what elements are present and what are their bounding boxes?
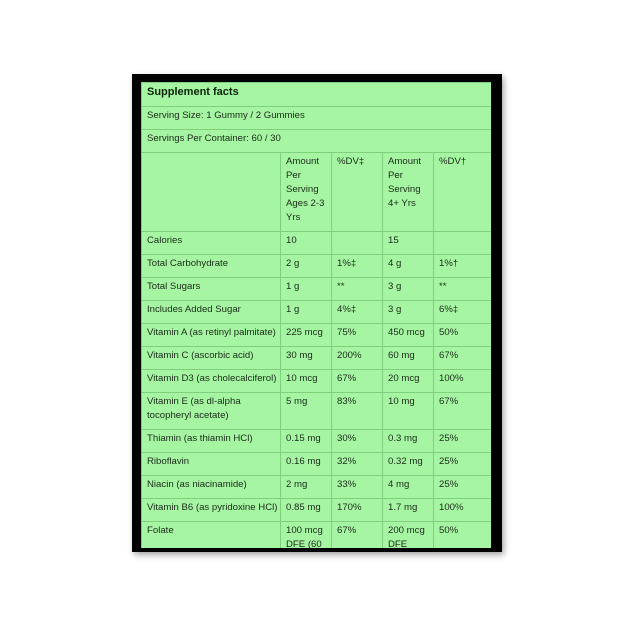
amount-4-plus: 3 g xyxy=(383,278,434,301)
facts-title: Supplement facts xyxy=(142,83,492,107)
header-amount-ages-2-3: Amount Per Serving Ages 2-3 Yrs xyxy=(281,153,332,232)
dv-ages-2-3: 1%‡ xyxy=(332,255,383,278)
dv-4-plus: 25% xyxy=(434,453,492,476)
amount-4-plus: 4 mg xyxy=(383,476,434,499)
dv-ages-2-3: 75% xyxy=(332,324,383,347)
dv-ages-2-3: ** xyxy=(332,278,383,301)
nutrient-name: Niacin (as niacinamide) xyxy=(142,476,281,499)
amount-ages-2-3: 1 g xyxy=(281,278,332,301)
nutrient-name: Vitamin C (ascorbic acid) xyxy=(142,347,281,370)
dv-ages-2-3: 67% xyxy=(332,522,383,549)
nutrient-name: Riboflavin xyxy=(142,453,281,476)
table-row xyxy=(142,301,492,324)
dv-4-plus: 67% xyxy=(434,347,492,370)
nutrient-name: Vitamin D3 (as cholecalciferol) xyxy=(142,370,281,393)
dv-ages-2-3: 33% xyxy=(332,476,383,499)
nutrient-name: Total Sugars xyxy=(142,278,281,301)
table-row xyxy=(142,522,492,549)
table-row xyxy=(142,430,492,453)
amount-ages-2-3: 0.85 mg xyxy=(281,499,332,522)
dv-ages-2-3: 67% xyxy=(332,370,383,393)
amount-ages-2-3: 0.15 mg xyxy=(281,430,332,453)
dv-ages-2-3: 32% xyxy=(332,453,383,476)
dv-4-plus: 50% xyxy=(434,324,492,347)
table-row xyxy=(142,370,492,393)
amount-4-plus: 4 g xyxy=(383,255,434,278)
nutrient-name: Includes Added Sugar xyxy=(142,301,281,324)
table-row xyxy=(142,324,492,347)
dv-4-plus: 50% xyxy=(434,522,492,549)
amount-4-plus: 200 mcg DFE xyxy=(383,522,434,549)
nutrient-name: Total Carbohydrate xyxy=(142,255,281,278)
amount-ages-2-3: 100 mcg DFE (60 xyxy=(281,522,332,549)
amount-4-plus: 10 mg xyxy=(383,393,434,430)
amount-4-plus: 0.3 mg xyxy=(383,430,434,453)
amount-4-plus: 20 mcg xyxy=(383,370,434,393)
amount-ages-2-3: 225 mcg xyxy=(281,324,332,347)
dv-ages-2-3: 4%‡ xyxy=(332,301,383,324)
table-row xyxy=(142,232,492,255)
table-row xyxy=(142,393,492,430)
header-dv-2-3: %DV‡ xyxy=(332,153,383,232)
dv-ages-2-3: 83% xyxy=(332,393,383,430)
amount-ages-2-3: 2 mg xyxy=(281,476,332,499)
supplement-facts-table xyxy=(141,82,491,548)
dv-4-plus: 1%† xyxy=(434,255,492,278)
amount-4-plus: 0.32 mg xyxy=(383,453,434,476)
table-row xyxy=(142,476,492,499)
dv-ages-2-3: 30% xyxy=(332,430,383,453)
amount-ages-2-3: 1 g xyxy=(281,301,332,324)
supplement-facts-panel xyxy=(141,82,491,548)
table-row xyxy=(142,499,492,522)
nutrient-name: Vitamin A (as retinyl palmitate) xyxy=(142,324,281,347)
label-frame xyxy=(132,74,502,552)
amount-ages-2-3: 2 g xyxy=(281,255,332,278)
amount-ages-2-3: 0.16 mg xyxy=(281,453,332,476)
amount-ages-2-3: 30 mg xyxy=(281,347,332,370)
table-row xyxy=(142,453,492,476)
header-amount-4-plus: Amount Per Serving 4+ Yrs xyxy=(383,153,434,232)
amount-4-plus: 3 g xyxy=(383,301,434,324)
amount-4-plus: 60 mg xyxy=(383,347,434,370)
nutrient-name: Calories xyxy=(142,232,281,255)
dv-4-plus: 100% xyxy=(434,499,492,522)
dv-ages-2-3: 170% xyxy=(332,499,383,522)
serving-size: Serving Size: 1 Gummy / 2 Gummies xyxy=(142,107,492,130)
dv-4-plus: 6%‡ xyxy=(434,301,492,324)
dv-4-plus: 25% xyxy=(434,430,492,453)
dv-4-plus: ** xyxy=(434,278,492,301)
dv-4-plus: 67% xyxy=(434,393,492,430)
dv-4-plus: 25% xyxy=(434,476,492,499)
nutrient-name: Vitamin B6 (as pyridoxine HCl) xyxy=(142,499,281,522)
amount-ages-2-3: 10 xyxy=(281,232,332,255)
servings-per-container: Servings Per Container: 60 / 30 xyxy=(142,130,492,153)
dv-ages-2-3: 200% xyxy=(332,347,383,370)
dv-ages-2-3 xyxy=(332,232,383,255)
amount-4-plus: 450 mcg xyxy=(383,324,434,347)
nutrient-name: Thiamin (as thiamin HCl) xyxy=(142,430,281,453)
dv-4-plus xyxy=(434,232,492,255)
table-row xyxy=(142,278,492,301)
header-dv-4-plus: %DV† xyxy=(434,153,492,232)
amount-ages-2-3: 10 mcg xyxy=(281,370,332,393)
header-row xyxy=(142,153,492,232)
table-row xyxy=(142,347,492,370)
nutrient-name: Folate xyxy=(142,522,281,549)
amount-4-plus: 15 xyxy=(383,232,434,255)
table-row xyxy=(142,255,492,278)
dv-4-plus: 100% xyxy=(434,370,492,393)
header-nutrient xyxy=(142,153,281,232)
amount-ages-2-3: 5 mg xyxy=(281,393,332,430)
nutrient-name: Vitamin E (as dl-alpha tocopheryl acetate) xyxy=(142,393,281,430)
amount-4-plus: 1.7 mg xyxy=(383,499,434,522)
